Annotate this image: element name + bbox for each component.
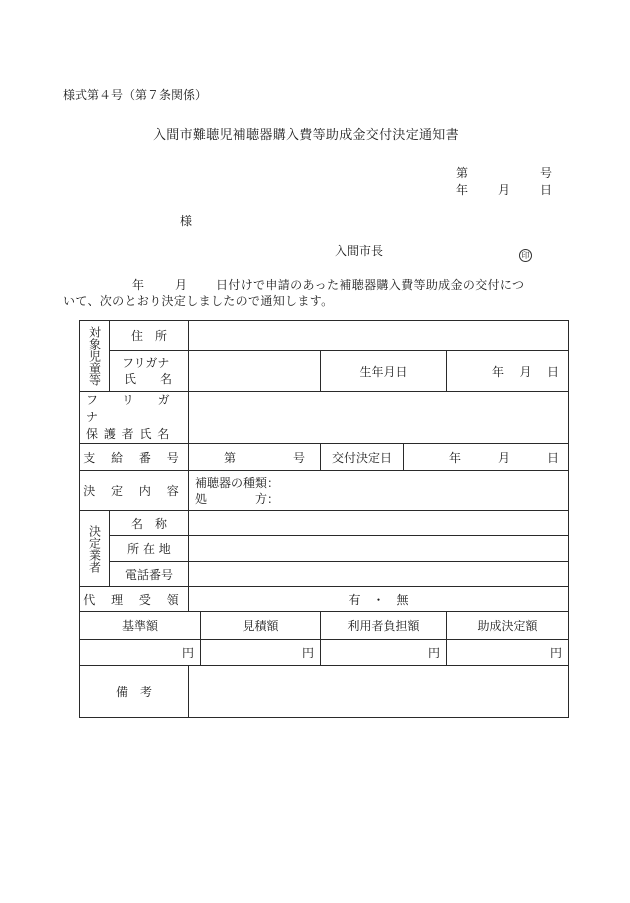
decision-label-cell <box>80 471 189 511</box>
body-year-unit: 年 <box>132 278 145 292</box>
birthdate-year-unit: 年 <box>492 364 505 379</box>
payment-number-prefix: 第 <box>224 450 237 465</box>
payment-number-label-cell <box>80 444 189 471</box>
vendor-name-field[interactable] <box>189 511 569 536</box>
payment-number-suffix: 号 <box>292 450 305 465</box>
addressee-suffix: 様 <box>180 214 193 228</box>
subsidy-amount-field[interactable] <box>447 640 569 666</box>
subject-group-label: 対象児童等 <box>87 326 102 386</box>
proxy-label-cell <box>80 587 189 612</box>
guardian-name-label: 保 護 者 氏 名 <box>86 427 171 441</box>
remarks-label: 備 考 <box>115 685 152 699</box>
address-field[interactable] <box>189 321 569 351</box>
estimate-amount-unit: 円 <box>301 646 314 660</box>
vendor-group-label: 決定業者 <box>87 524 102 573</box>
address-label: 住 所 <box>130 329 167 343</box>
proxy-label: 代 理 受 領 <box>83 592 185 607</box>
vendor-address-label: 所 在 地 <box>127 542 171 556</box>
vendor-name-label-cell <box>110 511 189 536</box>
name-label-cell <box>110 351 189 392</box>
user-burden-field[interactable] <box>321 640 447 666</box>
subsidy-amount-header-cell <box>447 612 569 640</box>
standard-amount-header: 基準額 <box>121 619 158 633</box>
form-number: 様式第４号（第７条関係） <box>63 88 208 102</box>
vendor-name-label: 名 称 <box>130 516 167 531</box>
birthdate-month-unit: 月 <box>519 364 532 379</box>
standard-amount-header-cell <box>80 612 201 640</box>
birthdate-day-unit: 日 <box>547 364 560 379</box>
subsidy-amount-header: 助成決定額 <box>477 619 538 633</box>
remarks-field[interactable] <box>189 666 569 718</box>
guardian-label-cell <box>80 392 189 444</box>
child-name-field[interactable] <box>189 351 321 392</box>
hearing-aid-type-label: 補聴器の種類： <box>195 475 280 490</box>
seal-icon: 印 <box>519 243 532 262</box>
grant-date-day-unit: 日 <box>547 450 560 465</box>
birthdate-label: 生年月日 <box>359 364 408 379</box>
doc-number-suffix: 号 <box>540 166 553 180</box>
estimate-amount-header: 見積額 <box>242 619 279 633</box>
grant-date-month-unit: 月 <box>498 450 511 465</box>
document-title: 入間市難聴児補聴器購入費等助成金交付決定通知書 <box>153 128 459 143</box>
vendor-address-label-cell <box>110 536 189 562</box>
proxy-value: 有 ・ 無 <box>348 592 409 607</box>
guardian-furigana-label: フ リ ガ ナ <box>86 393 180 424</box>
subsidy-table <box>79 320 569 718</box>
subsidy-amount-unit: 円 <box>550 646 563 660</box>
vendor-phone-label: 電話番号 <box>124 567 173 582</box>
issuer-name: 入間市長 <box>335 244 384 258</box>
guardian-name-field[interactable] <box>189 392 569 444</box>
remarks-label-cell <box>80 666 189 718</box>
prescription-label: 処 方： <box>195 491 280 506</box>
grant-date-label: 交付決定日 <box>331 450 392 465</box>
address-label-cell <box>110 321 189 351</box>
vendor-group-cell <box>80 511 110 587</box>
birthdate-label-cell <box>321 351 447 392</box>
user-burden-unit: 円 <box>427 646 440 660</box>
payment-number-label: 支 給 番 号 <box>83 450 185 465</box>
grant-date-field[interactable] <box>404 444 569 471</box>
date-month-unit: 月 <box>498 183 511 197</box>
standard-amount-field[interactable] <box>80 640 201 666</box>
estimate-amount-header-cell <box>201 612 321 640</box>
grant-date-label-cell <box>321 444 404 471</box>
grant-date-year-unit: 年 <box>449 450 462 465</box>
date-day-unit: 日 <box>540 183 553 197</box>
proxy-field[interactable] <box>189 587 569 612</box>
user-burden-header-cell <box>321 612 447 640</box>
body-month-unit: 月 <box>175 278 188 292</box>
furigana-label: フリガナ <box>122 356 170 370</box>
birthdate-field[interactable] <box>447 351 569 392</box>
name-label: 氏 名 <box>124 372 173 386</box>
body-line2: いて、次のとおり決定しましたので通知します。 <box>63 294 334 308</box>
date-year-unit: 年 <box>456 183 469 197</box>
standard-amount-unit: 円 <box>181 646 194 660</box>
payment-number-field[interactable] <box>189 444 321 471</box>
decision-label: 決 定 内 容 <box>83 484 185 498</box>
subject-group-cell <box>80 321 110 392</box>
estimate-amount-field[interactable] <box>201 640 321 666</box>
user-burden-header: 利用者負担額 <box>347 619 420 633</box>
vendor-address-field[interactable] <box>189 536 569 562</box>
body-line1-rest: 日付けで申請のあった補聴器購入費等助成金の交付につ <box>216 278 525 292</box>
decision-field[interactable] <box>189 471 569 511</box>
vendor-phone-label-cell <box>110 562 189 587</box>
doc-number-prefix: 第 <box>456 166 469 180</box>
vendor-phone-field[interactable] <box>189 562 569 587</box>
